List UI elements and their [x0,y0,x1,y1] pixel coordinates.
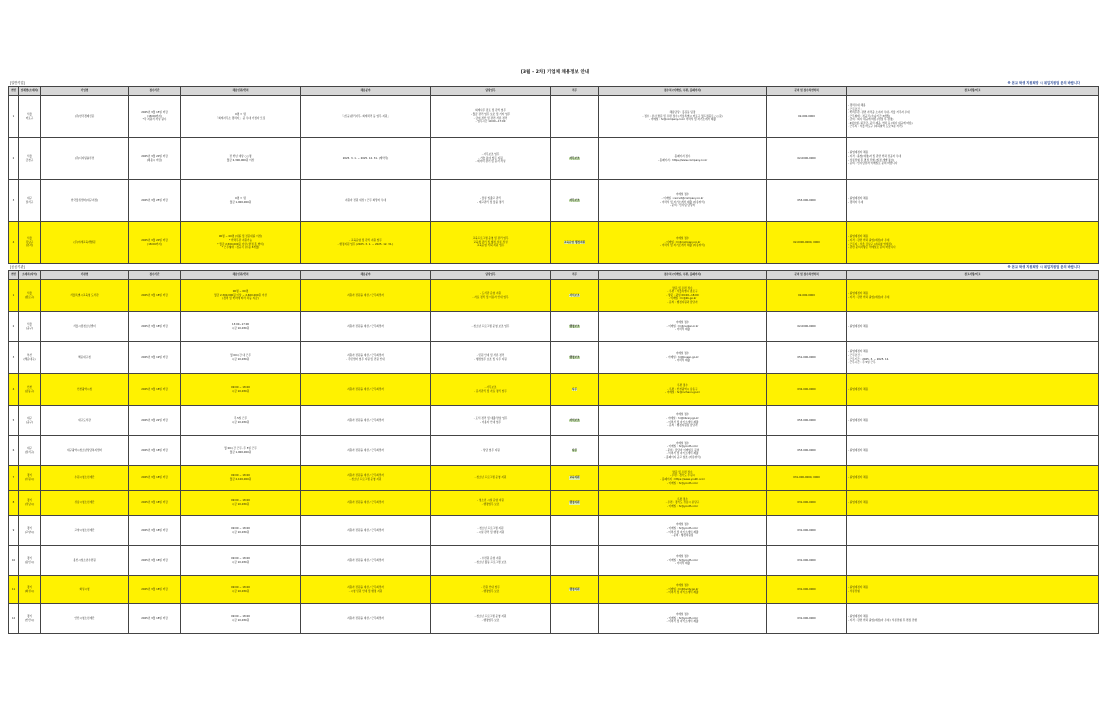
table-row [9,436,1099,466]
row-field: 지원자 전원을 대상 / 근무희망자 [301,546,431,576]
row-duty: - 청소년 프로그램 운영 지원 - 행정업무 보조 [431,604,551,634]
row-number: 8 [9,491,19,516]
row-company: 한국물류센터(대구지점) [41,180,129,222]
row-notes: - 졸업예정자 채용 - 근무조건 : · 근무기간 : 2025. 3. ~ 2025. 12. · 근무시간 : 주 5일 근무 [847,342,1099,374]
row-headcount: 월 00시간 내 근무 시급 10,030원 [181,342,301,374]
row-contact: 이메일 접수 - 이메일 : hr@youth.or.kr - 문의 : 담당자 이메일로 문의 - 이력서 및 자기소개서 제출 - 홈페이지 공고 참조 (자유양식) [599,436,767,466]
row-phone: 031-000-0000 [767,546,847,576]
row-duty: - 청소년 시설 운영 지원 - 행정업무 보조 [431,491,551,516]
row-company: 서울시립청소년센터 [41,312,129,342]
row-duty: - 청소년 프로그램 운영 보조 업무 [431,312,551,342]
row-headcount: 13:00~17:00 시급 10,030원 [181,312,301,342]
column-header: 기관명 [41,271,129,280]
row-number: 1 [9,280,19,312]
row-duty: - 청소년 프로그램 운영 지원 [431,466,551,491]
row-field: 지원자 전원을 대상 / 근무희망자 [301,280,431,312]
row-location: 경기 (화성시) [19,576,41,604]
row-location: 경기 (성남시) [19,491,41,516]
row-period: 2025년 3월 20일 마감 (채용시 마감) [129,138,181,180]
section2-notice: ※ 본교 학생 지원희망 시 취업지원팀 문의 바랍니다 [1007,265,1080,269]
row-position: 행정지원 [551,491,599,516]
row-position: 사무보조 [551,138,599,180]
column-header: 담당업무 [431,87,551,96]
row-contact: 이메일 접수 - 이메일 : hr@youth.or.kr - 이력서 및 자기소개서 제출 - 문의 : 행정지원팀 [599,516,767,546]
column-header: 접수처 (이메일, 우편, 홈페이지) [599,271,767,280]
row-duty: - 청소년 프로그램 지원 - 시설 관리 및 행정 지원 [431,516,551,546]
column-header: 채용인원/학력 [181,271,301,280]
section2-label: [공공기관] [10,265,25,269]
row-company: 성남시청소년재단 [41,491,129,516]
row-period: 2025년 3월 18일 마감 [129,604,181,634]
row-field: - 교육운영 및 관리 지원 업무 - 행정지원 업무 (2025. 3. 1. ~ 2025. 12. 31.) [301,222,431,264]
row-contact: 이메일 접수 - 이메일 : hr@company.co.kr - 이력서 및 자기소개서 제출 (자유양식) [599,222,767,264]
row-position: 사무 [551,436,599,466]
row-contact: 이메일 접수 - 이메일 : recruit@company.co.kr - 이력서 및 자기소개서 제출 (자유양식) - 문의 : 인사팀 담당자 [599,180,767,222]
column-header: 접수기간 [129,271,181,280]
row-headcount: 09:00 ~ 18:00 시급 10,030원 [181,576,301,604]
row-period: 2025년 3월 18일 마감 [129,466,181,491]
row-contact: 우편 접수 - 우편 : 인천광역시 남동구 - 이메일 : hr@incheon.go.kr [599,374,767,406]
row-field: 지원자 전원을 대상 / 근무희망자 - 시청 민원 안내 및 행정 지원 [301,576,431,604]
row-number: 10 [9,546,19,576]
row-field: 지원자 전원 대상 / 근무 희망자 우대 [301,180,431,222]
row-location: 서울 마포구 [19,96,41,138]
row-number: 11 [9,576,19,604]
row-number: 4 [9,222,19,264]
row-position: 행정보조 [551,312,599,342]
row-headcount: 09:00 ~ 18:00 시급 10,030원 [181,604,301,634]
column-header: 소재지(지역) [19,271,41,280]
row-headcount: 09:00 ~ 18:00 시급 10,030원 [181,491,301,516]
row-headcount: 0명 ㅇ 명 「회계사무소 경력자」 중 우대 가점자 모집 [181,96,301,138]
row-notes: - 졸업예정자 채용 [847,466,1099,491]
page-title: [3월 – 2차] 기업체 채용정보 안내 [520,70,590,75]
row-field: 지원자 전원을 대상 / 근무희망자 [301,374,431,406]
table-row [9,374,1099,406]
column-header: 직무 [551,87,599,96]
column-header: 담당업무 [431,271,551,280]
row-phone: 02-000-0000 [767,96,847,138]
row-contact: 방문 및 우편 접수 - 우편 : 경기도 수원시 - 홈페이지 : https://www.youth.or.kr - 이메일 : hr@youth.or.kr [599,466,767,491]
row-field: 지원자 전원을 대상 / 근무희망자 [301,312,431,342]
row-company: (주)미래교육개발원 [41,222,129,264]
row-company: 화성시청 [41,576,129,604]
row-position [551,96,599,138]
row-period: 2025년 3월 18일 마감 [129,280,181,312]
row-notes: - 졸업예정자 채용 [847,374,1099,406]
row-position: 행정보조 [551,342,599,374]
row-location: 경기 (안산시) [19,604,41,634]
row-phone: 02-0000-0000 [767,138,847,180]
row-headcount: 09:00 ~ 18:00 시급 10,030원 [181,374,301,406]
row-contact: 방문 및 우편 접수 - 우편 : 서울특별시 종로구 - 방문 : 평일 09:00~18:00 - 이메일 : hr@lib.go.kr - 문의 : 행정지원과 담당자 [599,280,767,312]
row-notes [847,516,1099,546]
column-header: 채용분야 [301,271,431,280]
row-number: 1 [9,96,19,138]
row-company: 용인시청소년수련원 [41,546,129,576]
row-period: 2025년 3월 18일 마감 [129,576,181,604]
row-phone: 053-000-0000 [767,406,847,436]
column-header: 참고사항/비고 [847,87,1099,96]
row-position [551,604,599,634]
row-position: 사서보조 [551,280,599,312]
section1-label: [일반기업] [10,81,25,85]
row-position: 사무 [551,374,599,406]
row-number: 7 [9,466,19,491]
row-phone: 02-0000-0000, 0000 [767,222,847,264]
row-period: 2025년 3월 15일 마감 (18:00까지) *각 지원서 작성 필수 [129,96,181,138]
column-header: 채용분야 [301,87,431,96]
row-position: 행정지원 [551,576,599,604]
row-location: 대구 (달서구) [19,436,41,466]
row-contact: 이메일 접수 - 이메일 : hr@busan.go.kr - 이력서 제출 [599,342,767,374]
table-row [9,466,1099,491]
row-position: 사무보조 [551,180,599,222]
row-position: 사서보조 [551,406,599,436]
table-row [9,406,1099,436]
row-duty: 교육프로그램 운영 및 관리 업무 교육생 관리 및 행정 서류 작성 교육운영 기획 지원 업무 [431,222,551,264]
row-duty: - 물류 입출고 관리 - 재고관리 및 물품 정리 [431,180,551,222]
row-location: 인천 (남동구) [19,374,41,406]
row-position: 교육지원 [551,466,599,491]
column-header: 문의 및 접수처연락처 [767,87,847,96]
row-headcount: 09:00 ~ 18:00 시급 10,030원 [181,546,301,576]
row-number: 3 [9,180,19,222]
row-field: 2025. 3. 1. ~ 2025. 12. 31. (계약직) [301,138,431,180]
row-company: 대구도서관 [41,406,129,436]
row-duty: - 민원 안내 업무 - 행정업무 보조 [431,576,551,604]
row-notes: - 졸업예정자 채용 - 서류전형 [847,576,1099,604]
table-row [9,516,1099,546]
row-contact: 이메일 접수 - 이메일 : hr@hscity.go.kr - 이력서 및 자기소개서 제출 [599,576,767,604]
row-position [551,516,599,546]
row-location: 경기 (고양시) [19,516,41,546]
row-contact: 이메일 접수 - 이메일 : hr@library.go.kr - 이력서 및 자기소개서 제출 - 문의 : 행정지원팀 담당자 [599,406,767,436]
row-period: 2025년 3월 19일 마감 [129,342,181,374]
row-phone: 02-000-0000 [767,280,847,312]
column-header: 연번 [9,271,19,280]
row-phone: 053-000-0000 [767,180,847,222]
row-notes: - 졸업예정자 채용 [847,312,1099,342]
row-headcount: 0명 ㅇ 명 월급 1,900,000원 [181,180,301,222]
row-company: (주)한국경제신문 [41,96,129,138]
row-phone: 032-000-0000 [767,374,847,406]
row-duty: 회계사무 검토 및 관리 업무 - 월급 관리 업무 보조 및 기타 업무 - 급여 정산 및 관련 서류 정리 - 업무시간 10:00~17:00 [431,96,551,138]
row-number: 4 [9,374,19,406]
row-notes [847,546,1099,576]
row-duty: - 수련원 운영 지원 - 청소년 활동 프로그램 보조 [431,546,551,576]
column-header: 직무 [551,271,599,280]
row-location: 부산 (해운대구) [19,342,41,374]
table-row [9,312,1099,342]
row-company: (주)디지털솔루션 [41,138,129,180]
row-duty: - 사무보조 업무 - 기술 분야 업무 지원 - 데이터 관리 및 문서 작성 [431,138,551,180]
table-row [9,491,1099,516]
row-position [551,546,599,576]
row-number: 2 [9,312,19,342]
column-header: 채용인원/학력 [181,87,301,96]
row-location: 서울 금천구 [19,138,41,180]
column-header: 연번 [9,87,19,96]
table-row [9,280,1099,312]
row-company: 서울특별시교육청 도서관 [41,280,129,312]
column-header: 기업명 [41,87,129,96]
row-period: 2025년 3월 18일 마감 [129,436,181,466]
row-contact: 이메일 접수 - 이메일 : hr@center.or.kr - 이력서 제출 [599,312,767,342]
row-contact: 이메일 접수 - 이메일 : hr@youth.or.kr - 이력서 제출 [599,546,767,576]
table-row [9,342,1099,374]
row-period: 2025년 3월 18일 마감 [129,491,181,516]
column-header: 업체명(소재지) [19,87,41,96]
row-notes: - 졸업예정자 채용 - 자격 : 관련 학과 졸업(예정)자 우대 [847,280,1099,312]
row-headcount: 00명 ~ 00명 월급 2,300,000원 이상 ~ 2,600,000원 이상 (경력 및 학력에 따라 차등 지급) [181,280,301,312]
row-duty: - 사무보조 - 문서관리 및 자료 정리 업무 [431,374,551,406]
row-field: 지원자 전원을 대상 / 근무희망자 [301,604,431,634]
row-period: 2025년 3월 22일 마감 [129,406,181,436]
row-duty: - 도서관 운영 지원 - 자료 정리 및 이용자 안내 업무 [431,280,551,312]
row-company: 인천광역시청 [41,374,129,406]
row-field: 「(신규)관리사무, 회계처리 등 업무 지원」 [301,96,431,138]
row-field: 지원자 전원을 대상 / 근무희망자 [301,406,431,436]
row-number: 12 [9,604,19,634]
row-phone: 031-000-0000 [767,604,847,634]
row-location: 서울 강남구 (본사) [19,222,41,264]
table-row [9,138,1099,180]
row-phone: 053-000-0000 [767,436,847,466]
row-number: 9 [9,516,19,546]
row-field: 지원자 전원을 대상 / 근무희망자 [301,491,431,516]
row-notes: - 경력우대 채용 - 근무조건 : · 학력무관, 관련 자격증 소지자 우대, 서울 거주자 우대 · 근무형태 : 정규직 (수습기간 3개월) · 급여 : 회사 내규에 따름 (면접 후 결정) · 4대보험, 퇴직금, 중식 제공, 연차 등 (회사 내규에 따름) · 근무지 : 서울 마포구 (지하철역 도보 5분 거리) [847,96,1099,138]
table-row [9,604,1099,634]
row-position: 교육운영 행정지원 [551,222,599,264]
row-period: 2025년 3월 18일 마감 [129,374,181,406]
row-phone: 031-000-0000 [767,491,847,516]
row-phone: 02-0000-0000 [767,312,847,342]
row-company: 고양시청소년재단 [41,516,129,546]
row-notes: - 졸업예정자 채용 - 자격 : 졸업(예정)자 및 관련 학과 전공자 우대 - 서류전형 후 면접 진행 (일정 개별 통보) - 문의 : 인사담당자 이메일로 문의 바랍니다 [847,138,1099,180]
row-headcount: 09:00 ~ 18:00 시급 10,030원 [181,516,301,546]
row-headcount: 09:00 ~ 18:00 월급 2,100,000원 [181,466,301,491]
row-phone: 031-000-0000, 0000 [767,466,847,491]
row-period: 2025년 3월 25일 마감 [129,180,181,222]
row-number: 6 [9,436,19,466]
table-row [9,576,1099,604]
row-period: 2025년 3월 18일 마감 [129,312,181,342]
row-notes: - 졸업예정자 채용 [847,491,1099,516]
row-location: 대구 달서구 [19,180,41,222]
row-location: 경기 (수원시) [19,466,41,491]
row-location: 경기 (용인시) [19,546,41,576]
row-phone: 031-000-0000 [767,576,847,604]
row-phone: 031-000-0000 [767,516,847,546]
row-company: 수원시청소년재단 [41,466,129,491]
row-company: 해운대구청 [41,342,129,374]
column-header: 접수기간 [129,87,181,96]
column-header: 접수처 (이메일, 우편, 홈페이지) [599,87,767,96]
row-contact: 이메일 접수 - 이메일 : hr@youth.or.kr - 이력서 및 자기소개서 제출 [599,604,767,634]
column-header: 참고사항/비고 [847,271,1099,280]
row-contact: 홈페이지 접수 - 홈페이지 : https://www.company.co.kr [599,138,767,180]
row-phone: 051-000-0000 [767,342,847,374]
row-field: 지원자 전원을 대상 / 근무희망자 [301,436,431,466]
row-period: 2025년 3월 18일 마감 [129,516,181,546]
row-notes: - 졸업예정자 채용 [847,436,1099,466]
row-notes: - 졸업예정자 채용 - 자격 : 관련 학과 졸업(예정)자 우대 - 근무지 : 서울 강남구 (지하철 역세권) - 관련 문의사항은 이메일로 문의 바랍니다 [847,222,1099,264]
row-contact: 채용담당 : 홍길동 팀장 - 접수 : 본사 방문 및 우편 접수 (서울특별시 마포구 월드컵북로 ○○길) - 이메일 : hr@company.co.kr 이력서 및 자기소개서 제출 [599,96,767,138]
row-duty: - 도서 정리 및 대출·반납 업무 - 이용자 안내 업무 [431,406,551,436]
row-period: 2025년 3월 20일 마감 (18:00까지) [129,222,181,264]
row-location: 서울 (중구) [19,312,41,342]
row-location: 서울 (종로구) [19,280,41,312]
section1-notice: ※ 본교 학생 지원희망 시 취업지원팀 문의 바랍니다 [1007,81,1080,85]
row-headcount: 00명 ~ 00명 (대졸 및 전문대졸 이상) * 학력무관 지원가능 * 월급 2,500,000원 이상 (면접 후 협의) * 근무형태 : 정규직 (수습 3개월) [181,222,301,264]
row-location: 대구 (중구) [19,406,41,436]
table-row [9,96,1099,138]
row-notes: - 졸업예정자 채용 - 경력자 우대 [847,180,1099,222]
row-company: 대구광역시청소년상담복지센터 [41,436,129,466]
row-contact: 우편 접수 - 우편 : 경기도 성남시 분당구 - 이메일 : hr@youth.or.kr [599,491,767,516]
row-number: 5 [9,406,19,436]
row-field: 지원자 전원을 대상 / 근무희망자 - 청소년 프로그램 운영 지원 [301,466,431,491]
row-duty: - 민원 안내 및 서류 정리 - 행정업무 보조 및 사무 지원 [431,342,551,374]
row-field: 지원자 전원을 대상 / 근무희망자 [301,516,431,546]
row-field: 지원자 전원을 대상 / 근무희망자 - 주민센터 업무 지원 및 민원 안내 [301,342,431,374]
company-table [8,86,1099,264]
table-row [9,546,1099,576]
row-notes: - 졸업예정자 채용 [847,406,1099,436]
row-number: 2 [9,138,19,180]
row-headcount: 월 00시간 근무, 주 5일 근무 월급 1,900,000원 [181,436,301,466]
table-row [9,222,1099,264]
row-duty: - 상담 업무 지원 [431,436,551,466]
row-period: 2025년 3월 18일 마감 [129,546,181,576]
row-headcount: 전 학년 대상 ○○명 월급 2,300,000원 이상 [181,138,301,180]
row-headcount: 주 5일 근무 시급 10,030원 [181,406,301,436]
row-company: 안산시청소년재단 [41,604,129,634]
row-number: 3 [9,342,19,374]
column-header: 문의 및 접수처연락처 [767,271,847,280]
table-row [9,180,1099,222]
row-notes: - 졸업예정자 채용 - 자격 : 관련 학과 졸업(예정)자 우대 / 서류전형 후 면접 진행 [847,604,1099,634]
public-agency-table [8,270,1099,634]
